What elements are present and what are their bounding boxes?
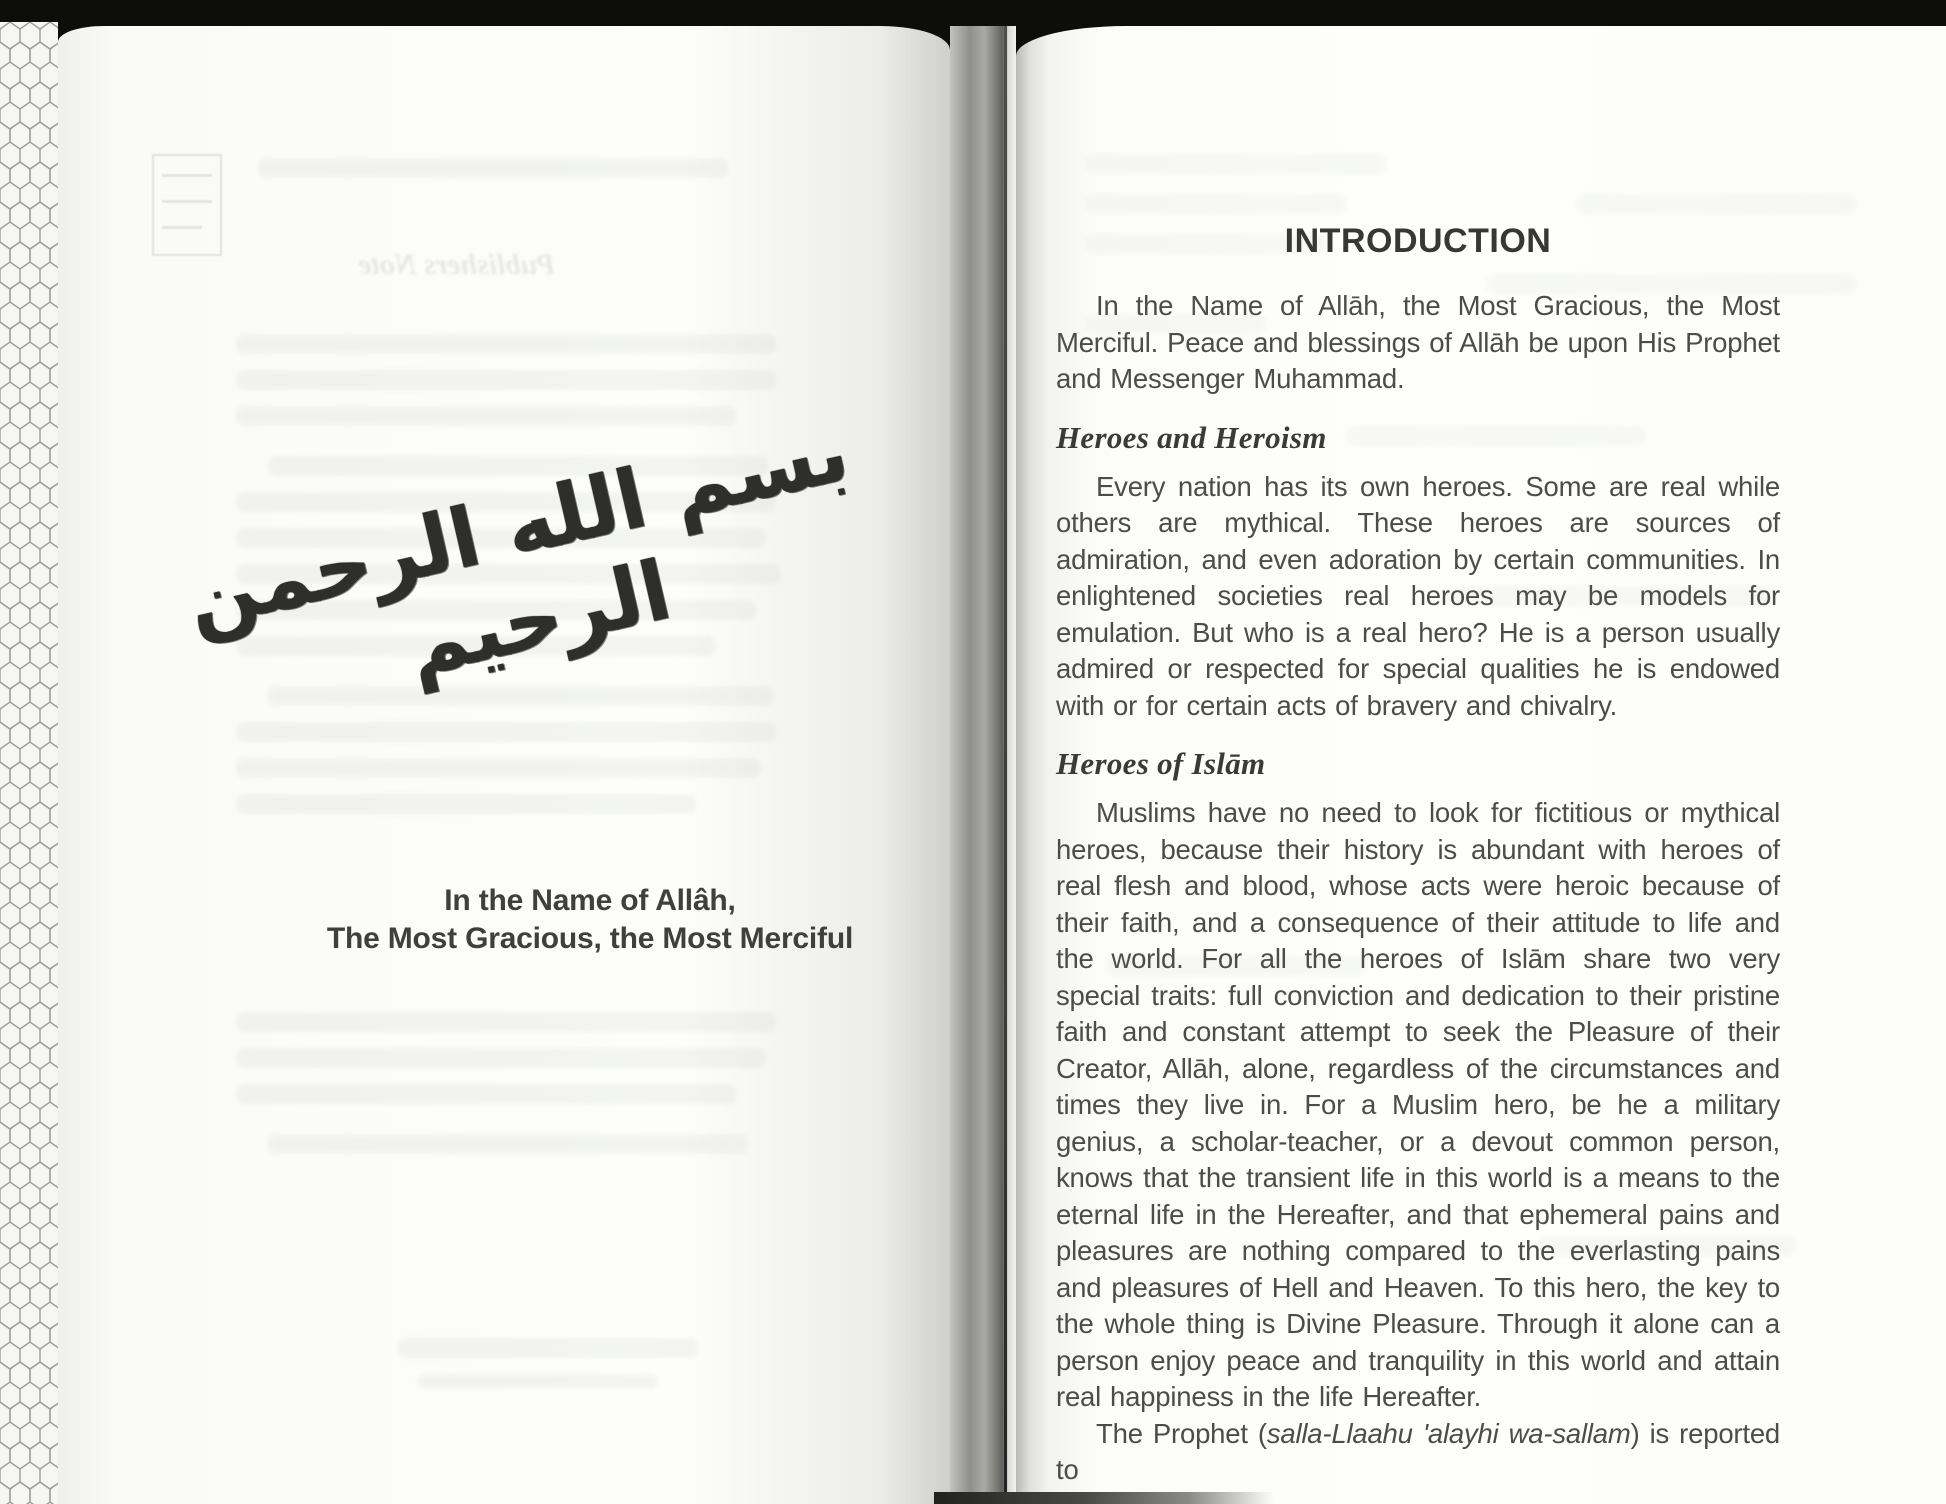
bleed-through-line — [236, 370, 776, 390]
bleed-through-line — [418, 1374, 658, 1388]
lace-tablecloth-strip — [0, 22, 58, 1504]
last-line-transliteration: salla-Llaahu 'alayhi wa-sallam — [1266, 1417, 1631, 1449]
bleed-through-line — [236, 1012, 776, 1032]
section-paragraph: Muslims have no need to look for fictitious or mythical heroes, because their history is abundant with heroes of real flesh and blood, whose acts were heroic because of their faith, and a consequence of their attitude to life and the world. For all the heroes of Islām share two very special traits: full conviction and dedication to their pristine faith and constant attempt to seek the Pleasure of their Creator, Allāh, alone, regardless of the circumstances and times they live in. For a Muslim hero, be he a military genius, a scholar-teacher, or a devout common person, knows that the transient life in this world is a means to the eternal life in the Hereafter, and that ephemeral pains and pleasures are nothing compared to the everlasting pains and pleasures of Hell and Heaven. To this hero, the key to the whole thing is Divine Pleasure. Through it alone can a person enjoy peace and tranquility in this world and attain real happiness in the life Hereafter. — [1056, 797, 1780, 1412]
bleed-through-line — [236, 1084, 736, 1104]
last-line-suffix: ) is reported to — [1056, 1417, 1781, 1485]
bismillah-caption — [230, 882, 950, 958]
book-cover-bottom-edge — [934, 1492, 1274, 1504]
bleed-through-line — [236, 722, 776, 742]
caption-line-2: The Most Gracious, the Most Merciful — [326, 922, 854, 955]
section-heading-heroes-of-islam: Heroes of Islām — [1056, 746, 1266, 781]
right-page-text-column — [1056, 26, 1780, 1489]
truncated-last-line — [1056, 1416, 1780, 1489]
bleed-through-stamp — [152, 154, 222, 256]
bleed-through-line — [236, 334, 776, 354]
bismillah-calligraphy: بسم الله الرحمن الرحيم — [177, 404, 858, 696]
bleed-through-line — [236, 758, 761, 778]
book-gutter — [950, 26, 1016, 1504]
bleed-through-line — [268, 1134, 748, 1154]
bleed-through-line — [236, 1048, 766, 1068]
opening-paragraph: In the Name of Allāh, the Most Gracious, the Most Merciful. Peace and blessings of Allāh be upon His Prophet and Messenger Muhammad. — [1056, 290, 1780, 394]
bleed-through-line — [236, 406, 736, 426]
page-title: INTRODUCTION — [1284, 222, 1552, 260]
bleed-through-line — [398, 1338, 698, 1358]
section-paragraph: Every nation has its own heroes. Some are real while others are mythical. These heroes are sources of admiration, and even adoration by certain communities. In enlightened societies real heroes may be models for emulation. But who is a real hero? He is a person usually admired or respected for special qualities he is endowed with or for certain acts of bravery and chivalry. — [1056, 470, 1780, 721]
right-page — [1016, 26, 1946, 1504]
bleed-through-heading: Publishers Note — [358, 248, 556, 281]
left-page — [58, 26, 950, 1504]
caption-line-1: In the Name of Allâh, — [444, 884, 736, 917]
bleed-through-line — [258, 158, 728, 178]
book-cover-ornamental-band — [0, 7, 958, 27]
bleed-through-line — [236, 794, 696, 814]
section-heading-heroes-and-heroism: Heroes and Heroism — [1056, 419, 1327, 455]
last-line-prefix: The Prophet ( — [1096, 1417, 1267, 1449]
